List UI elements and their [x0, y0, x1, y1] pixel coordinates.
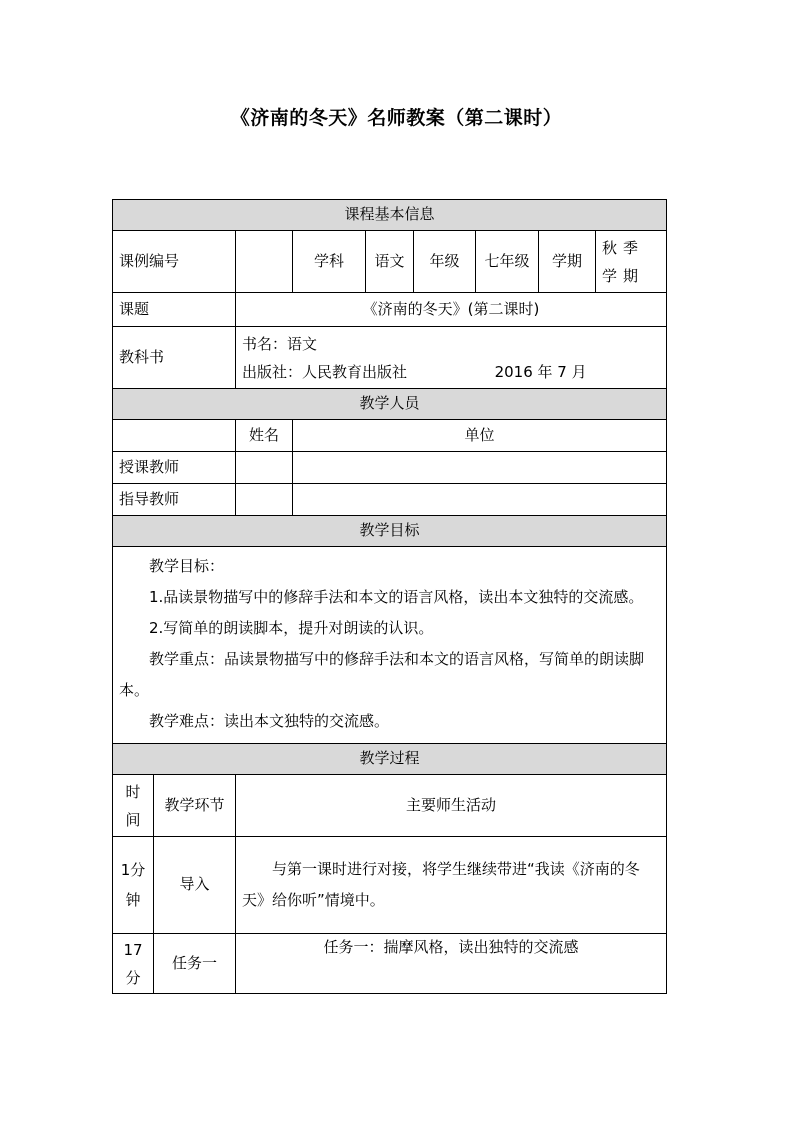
lesson-plan-table	[112, 199, 667, 994]
topic-row	[113, 293, 667, 327]
publisher: 出版社：人民教育出版社	[242, 362, 408, 381]
staff-row	[113, 452, 667, 484]
staff-header-row	[113, 389, 667, 420]
staff-name	[236, 452, 293, 484]
document-title: 《济南的冬天》名师教案（第二课时）	[230, 107, 563, 129]
grade-value: 七年级	[476, 231, 539, 293]
staff-unit	[293, 452, 667, 484]
process-column-row	[113, 775, 667, 837]
staff-name-col: 姓名	[236, 420, 293, 452]
staff-column-row	[113, 420, 667, 452]
process-stage: 导入	[154, 837, 236, 934]
process-time: 17分	[113, 934, 154, 994]
objectives-line: 2.写简单的朗读脚本，提升对朗读的认识。	[149, 619, 434, 637]
book-name: 书名：语文	[242, 334, 318, 353]
basic-info-header: 课程基本信息	[113, 200, 667, 231]
process-row	[113, 934, 667, 994]
objectives-line: 教学重点：品读景物描写中的修辞手法和本文的语言风格，写简单的朗读脚本。	[119, 650, 645, 699]
staff-name	[236, 484, 293, 516]
process-stage-col: 教学环节	[154, 775, 236, 837]
textbook-label: 教科书	[113, 327, 236, 389]
process-row	[113, 837, 667, 934]
course-meta-row	[113, 231, 667, 293]
publisher-line	[242, 358, 660, 386]
objectives-line: 教学目标：	[149, 557, 225, 575]
staff-blank-cell	[113, 420, 236, 452]
process-time: 1分钟	[113, 837, 154, 934]
staff-role: 指导教师	[113, 484, 236, 516]
textbook-row	[113, 327, 667, 389]
staff-row	[113, 484, 667, 516]
basic-info-header-row	[113, 200, 667, 231]
staff-unit	[293, 484, 667, 516]
course-id-label: 课例编号	[113, 231, 236, 293]
staff-role: 授课教师	[113, 452, 236, 484]
course-id-value	[236, 231, 293, 293]
process-activity: 任务一：揣摩风格，读出独特的交流感	[236, 934, 667, 994]
topic-value: 《济南的冬天》(第二课时)	[236, 293, 667, 327]
process-header-row	[113, 744, 667, 775]
objectives-header-row	[113, 516, 667, 547]
topic-label: 课题	[113, 293, 236, 327]
staff-header: 教学人员	[113, 389, 667, 420]
subject-value: 语文	[366, 231, 414, 293]
process-stage: 任务一	[154, 934, 236, 994]
process-time-col: 时间	[113, 775, 154, 837]
objectives-body	[113, 547, 667, 744]
publish-date: 2016 年 7 月	[494, 362, 587, 381]
term-value: 秋季学期	[596, 231, 667, 293]
subject-label: 学科	[293, 231, 366, 293]
staff-unit-col: 单位	[293, 420, 667, 452]
objectives-row	[113, 547, 667, 744]
textbook-info	[236, 327, 667, 389]
objectives-line: 1.品读景物描写中的修辞手法和本文的语言风格，读出本文独特的交流感。	[149, 588, 644, 606]
term-label: 学期	[539, 231, 596, 293]
process-activity: 与第一课时进行对接，将学生继续带进“我读《济南的冬天》给你听”情境中。	[236, 837, 667, 934]
process-activity-col: 主要师生活动	[236, 775, 667, 837]
objectives-line: 教学难点：读出本文独特的交流感。	[149, 712, 390, 730]
grade-label: 年级	[414, 231, 476, 293]
objectives-header: 教学目标	[113, 516, 667, 547]
process-header: 教学过程	[113, 744, 667, 775]
